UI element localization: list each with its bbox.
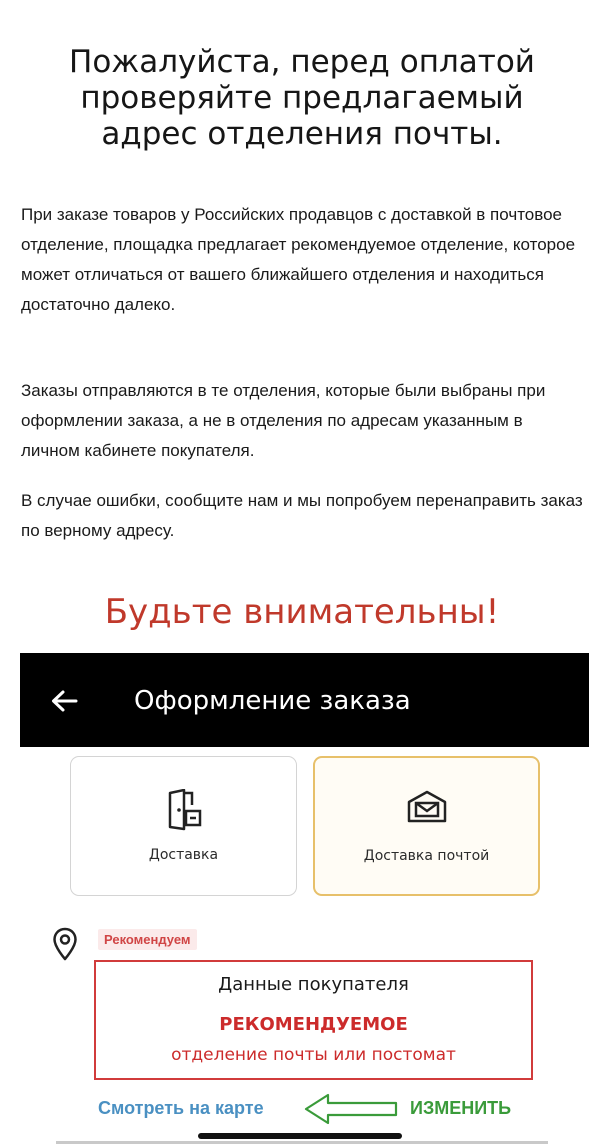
divider: [56, 1141, 548, 1144]
arrow-left-icon[interactable]: [50, 689, 78, 713]
location-pin-icon: [52, 927, 78, 966]
arrow-left-outline-icon: [304, 1092, 400, 1131]
page-title: Пожалуйста, перед оплатой проверяйте предлагаемый адрес отделения почты.: [69, 44, 535, 152]
mail-envelope-icon: [406, 790, 448, 829]
buyer-data-label: Данные покупателя: [218, 974, 409, 995]
delivery-option-label: Доставка: [148, 847, 219, 863]
checkout-title: Оформление заказа: [134, 686, 411, 716]
home-indicator: [198, 1133, 402, 1139]
checkout-app-bar: [20, 653, 589, 747]
delivery-option-label: Доставка почтой: [363, 848, 490, 864]
change-link[interactable]: ИЗМЕНИТЬ: [410, 1098, 512, 1118]
info-paragraph-3: В случае ошибки, сообщите нам и мы попробуем перенаправить заказ по верному адресу.: [21, 491, 583, 540]
post-office-label: отделение почты или постомат: [171, 1045, 456, 1065]
warning-heading: Будьте внимательны!: [104, 592, 500, 632]
recommended-badge: Рекомендуем: [98, 929, 197, 950]
door-parcel-icon: [164, 789, 204, 836]
delivery-option-post[interactable]: [313, 756, 540, 896]
view-on-map-link[interactable]: Смотреть на карте: [98, 1098, 264, 1118]
delivery-option-courier[interactable]: [70, 756, 297, 896]
info-paragraph-1: При заказе товаров у Российских продавцов с доставкой в почтовое отделение, площадка предлагает рекомендуемое отделение, которое может отличаться от вашего ближайшего отделения и находиться достаточно далеко.: [21, 205, 576, 314]
buyer-data-box[interactable]: [94, 960, 533, 1080]
info-paragraph-2: Заказы отправляются в те отделения, которые были выбраны при оформлении заказа, а не в отделения по адресам указанным в личном кабинете покупателя.: [21, 381, 546, 460]
recommended-label: РЕКОМЕНДУЕМОЕ: [219, 1014, 408, 1035]
